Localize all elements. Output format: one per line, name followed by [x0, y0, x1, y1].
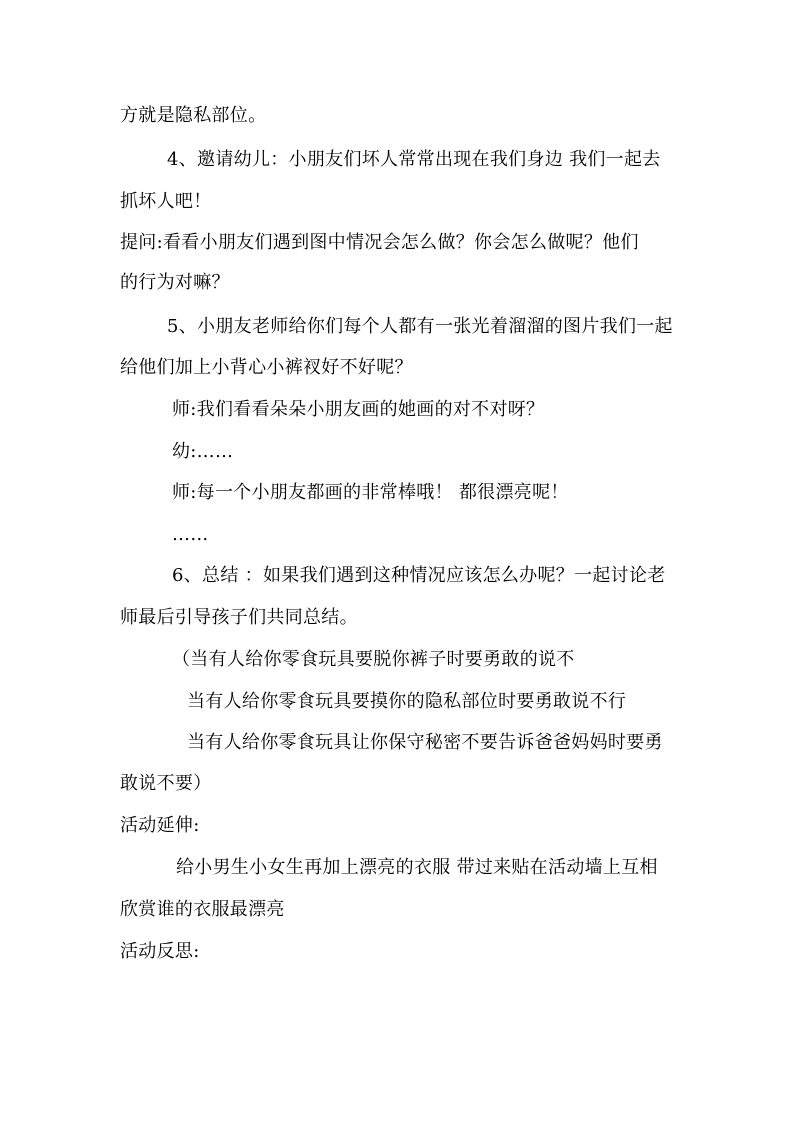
text-line-13: 师最后引导孩子们共同总结。 [120, 607, 358, 628]
text-line-3: 抓坏人吧！ [120, 191, 212, 212]
summary-line-3: 当有人给你零食玩具让你保守秘密不要告诉爸爸妈妈时要勇 [187, 732, 663, 753]
extension-line-2: 欣赏谁的衣服最漂亮 [120, 899, 285, 920]
step-6-line: 6、总结 ：如果我们遇到这种情况应该怎么办呢？一起讨论老 [172, 565, 666, 586]
summary-line-2: 当有人给你零食玩具要摸你的隐私部位时要勇敢说不行 [187, 691, 627, 712]
question-line: 提问:看看小朋友们遇到图中情况会怎么做？你会怎么做呢？他们 [120, 232, 639, 253]
text-line-17: 敢说不要） [120, 773, 212, 794]
text-line-1: 方就是隐私部位。 [120, 105, 267, 126]
step-4-line: 4、邀请幼儿：小朋友们坏人常常出现在我们身边 我们一起去 [167, 149, 661, 170]
activity-reflection-heading: 活动反思: [120, 941, 200, 962]
text-line-5: 的行为对嘛？ [120, 272, 230, 293]
summary-line-1: （当有人给你零食玩具要脱你裤子时要勇敢的说不 [172, 649, 575, 670]
step-5-line: 5、小朋友老师给你们每个人都有一张光着溜溜的图片我们一起 [167, 316, 673, 337]
ellipsis-line: …… [172, 524, 209, 545]
child-line: 幼:…… [172, 441, 234, 462]
teacher-line-2: 师:每一个小朋友都画的非常棒哦！ 都很漂亮呢！ [172, 482, 569, 503]
teacher-line-1: 师:我们看看朵朵小朋友画的她画的对不对呀？ [172, 399, 545, 420]
text-line-7: 给他们加上小背心小裤衩好不好呢？ [120, 357, 413, 378]
activity-extension-heading: 活动延伸: [120, 815, 200, 836]
extension-line-1: 给小男生小女生再加上漂亮的衣服 带过来贴在活动墙上互相 [176, 857, 658, 878]
